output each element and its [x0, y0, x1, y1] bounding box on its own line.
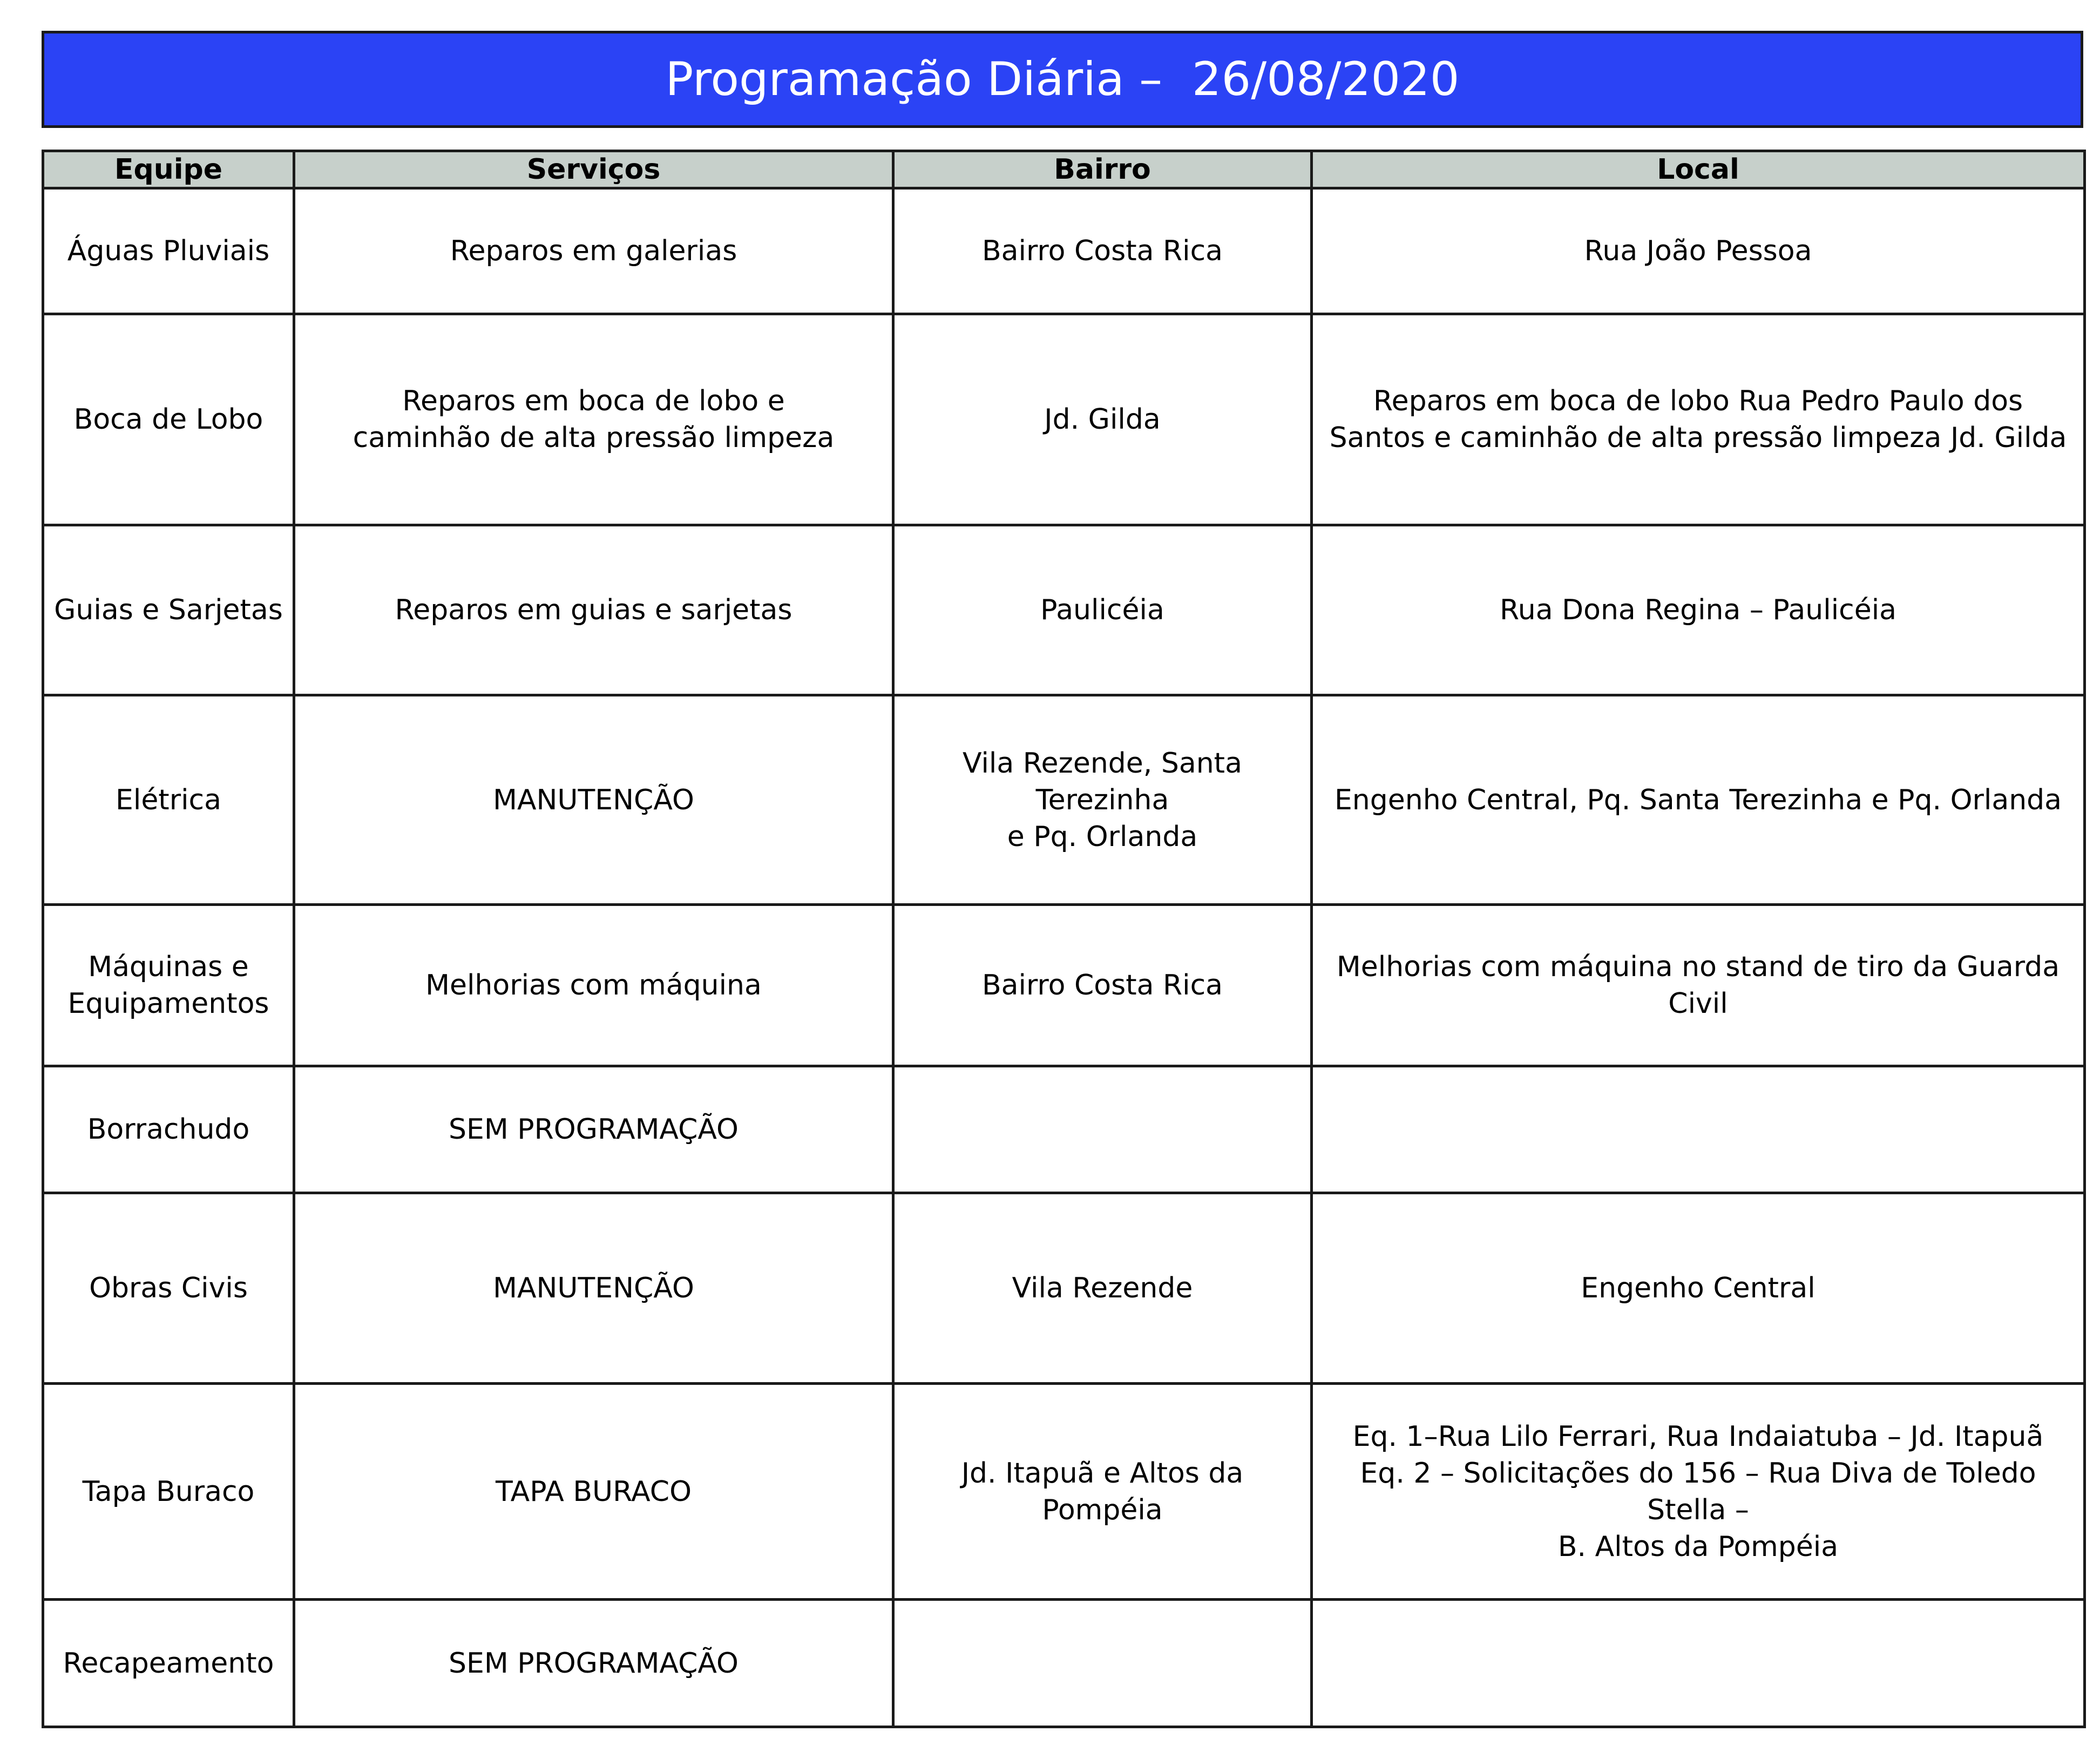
- cell-bairro: Bairro Costa Rica: [893, 905, 1312, 1066]
- cell-local: Eq. 1–Rua Lilo Ferrari, Rua Indaiatuba – Jd. Itapuã Eq. 2 – Solicitações do 156 – Rua Diva de Toledo Stella – B. Altos da Pompéia: [1312, 1384, 2085, 1600]
- cell-equipe: Máquinas e Equipamentos: [43, 905, 294, 1066]
- cell-bairro: Jd. Gilda: [893, 314, 1312, 525]
- cell-equipe: Águas Pluviais: [43, 188, 294, 314]
- table-row: [43, 1193, 2085, 1384]
- table-row: [43, 695, 2085, 905]
- cell-local: Engenho Central, Pq. Santa Terezinha e Pq. Orlanda: [1312, 695, 2085, 905]
- cell-servicos: Melhorias com máquina: [294, 905, 893, 1066]
- header-equipe: Equipe: [43, 151, 294, 188]
- schedule-table: [42, 150, 2086, 1728]
- cell-local: Engenho Central: [1312, 1193, 2085, 1384]
- cell-bairro: [893, 1066, 1312, 1193]
- table-row: [43, 188, 2085, 314]
- cell-bairro: Bairro Costa Rica: [893, 188, 1312, 314]
- cell-local: [1312, 1600, 2085, 1727]
- cell-servicos: MANUTENÇÃO: [294, 1193, 893, 1384]
- table-row: [43, 905, 2085, 1066]
- cell-bairro: Paulicéia: [893, 525, 1312, 695]
- header-servicos: Serviços: [294, 151, 893, 188]
- cell-servicos: Reparos em boca de lobo e caminhão de alta pressão limpeza: [294, 314, 893, 525]
- cell-equipe: Borrachudo: [43, 1066, 294, 1193]
- header-local: Local: [1312, 151, 2085, 188]
- page-title: Programação Diária – 26/08/2020: [42, 31, 2083, 128]
- table-header-row: [43, 151, 2085, 188]
- cell-bairro: Vila Rezende: [893, 1193, 1312, 1384]
- cell-servicos: SEM PROGRAMAÇÃO: [294, 1066, 893, 1193]
- cell-servicos: MANUTENÇÃO: [294, 695, 893, 905]
- cell-bairro: Jd. Itapuã e Altos da Pompéia: [893, 1384, 1312, 1600]
- table-row: [43, 525, 2085, 695]
- cell-local: [1312, 1066, 2085, 1193]
- cell-equipe: Tapa Buraco: [43, 1384, 294, 1600]
- table-row: [43, 1600, 2085, 1727]
- cell-equipe: Recapeamento: [43, 1600, 294, 1727]
- cell-equipe: Obras Civis: [43, 1193, 294, 1384]
- cell-local: Reparos em boca de lobo Rua Pedro Paulo dos Santos e caminhão de alta pressão limpeza Jd. Gilda: [1312, 314, 2085, 525]
- cell-equipe: Boca de Lobo: [43, 314, 294, 525]
- cell-equipe: Elétrica: [43, 695, 294, 905]
- cell-local: Rua João Pessoa: [1312, 188, 2085, 314]
- cell-bairro: [893, 1600, 1312, 1727]
- header-bairro: Bairro: [893, 151, 1312, 188]
- cell-local: Melhorias com máquina no stand de tiro da Guarda Civil: [1312, 905, 2085, 1066]
- cell-servicos: SEM PROGRAMAÇÃO: [294, 1600, 893, 1727]
- table-row: [43, 1384, 2085, 1600]
- table-row: [43, 1066, 2085, 1193]
- cell-bairro: Vila Rezende, Santa Terezinha e Pq. Orlanda: [893, 695, 1312, 905]
- cell-equipe: Guias e Sarjetas: [43, 525, 294, 695]
- cell-servicos: Reparos em galerias: [294, 188, 893, 314]
- cell-servicos: TAPA BURACO: [294, 1384, 893, 1600]
- cell-servicos: Reparos em guias e sarjetas: [294, 525, 893, 695]
- cell-local: Rua Dona Regina – Paulicéia: [1312, 525, 2085, 695]
- table-row: [43, 314, 2085, 525]
